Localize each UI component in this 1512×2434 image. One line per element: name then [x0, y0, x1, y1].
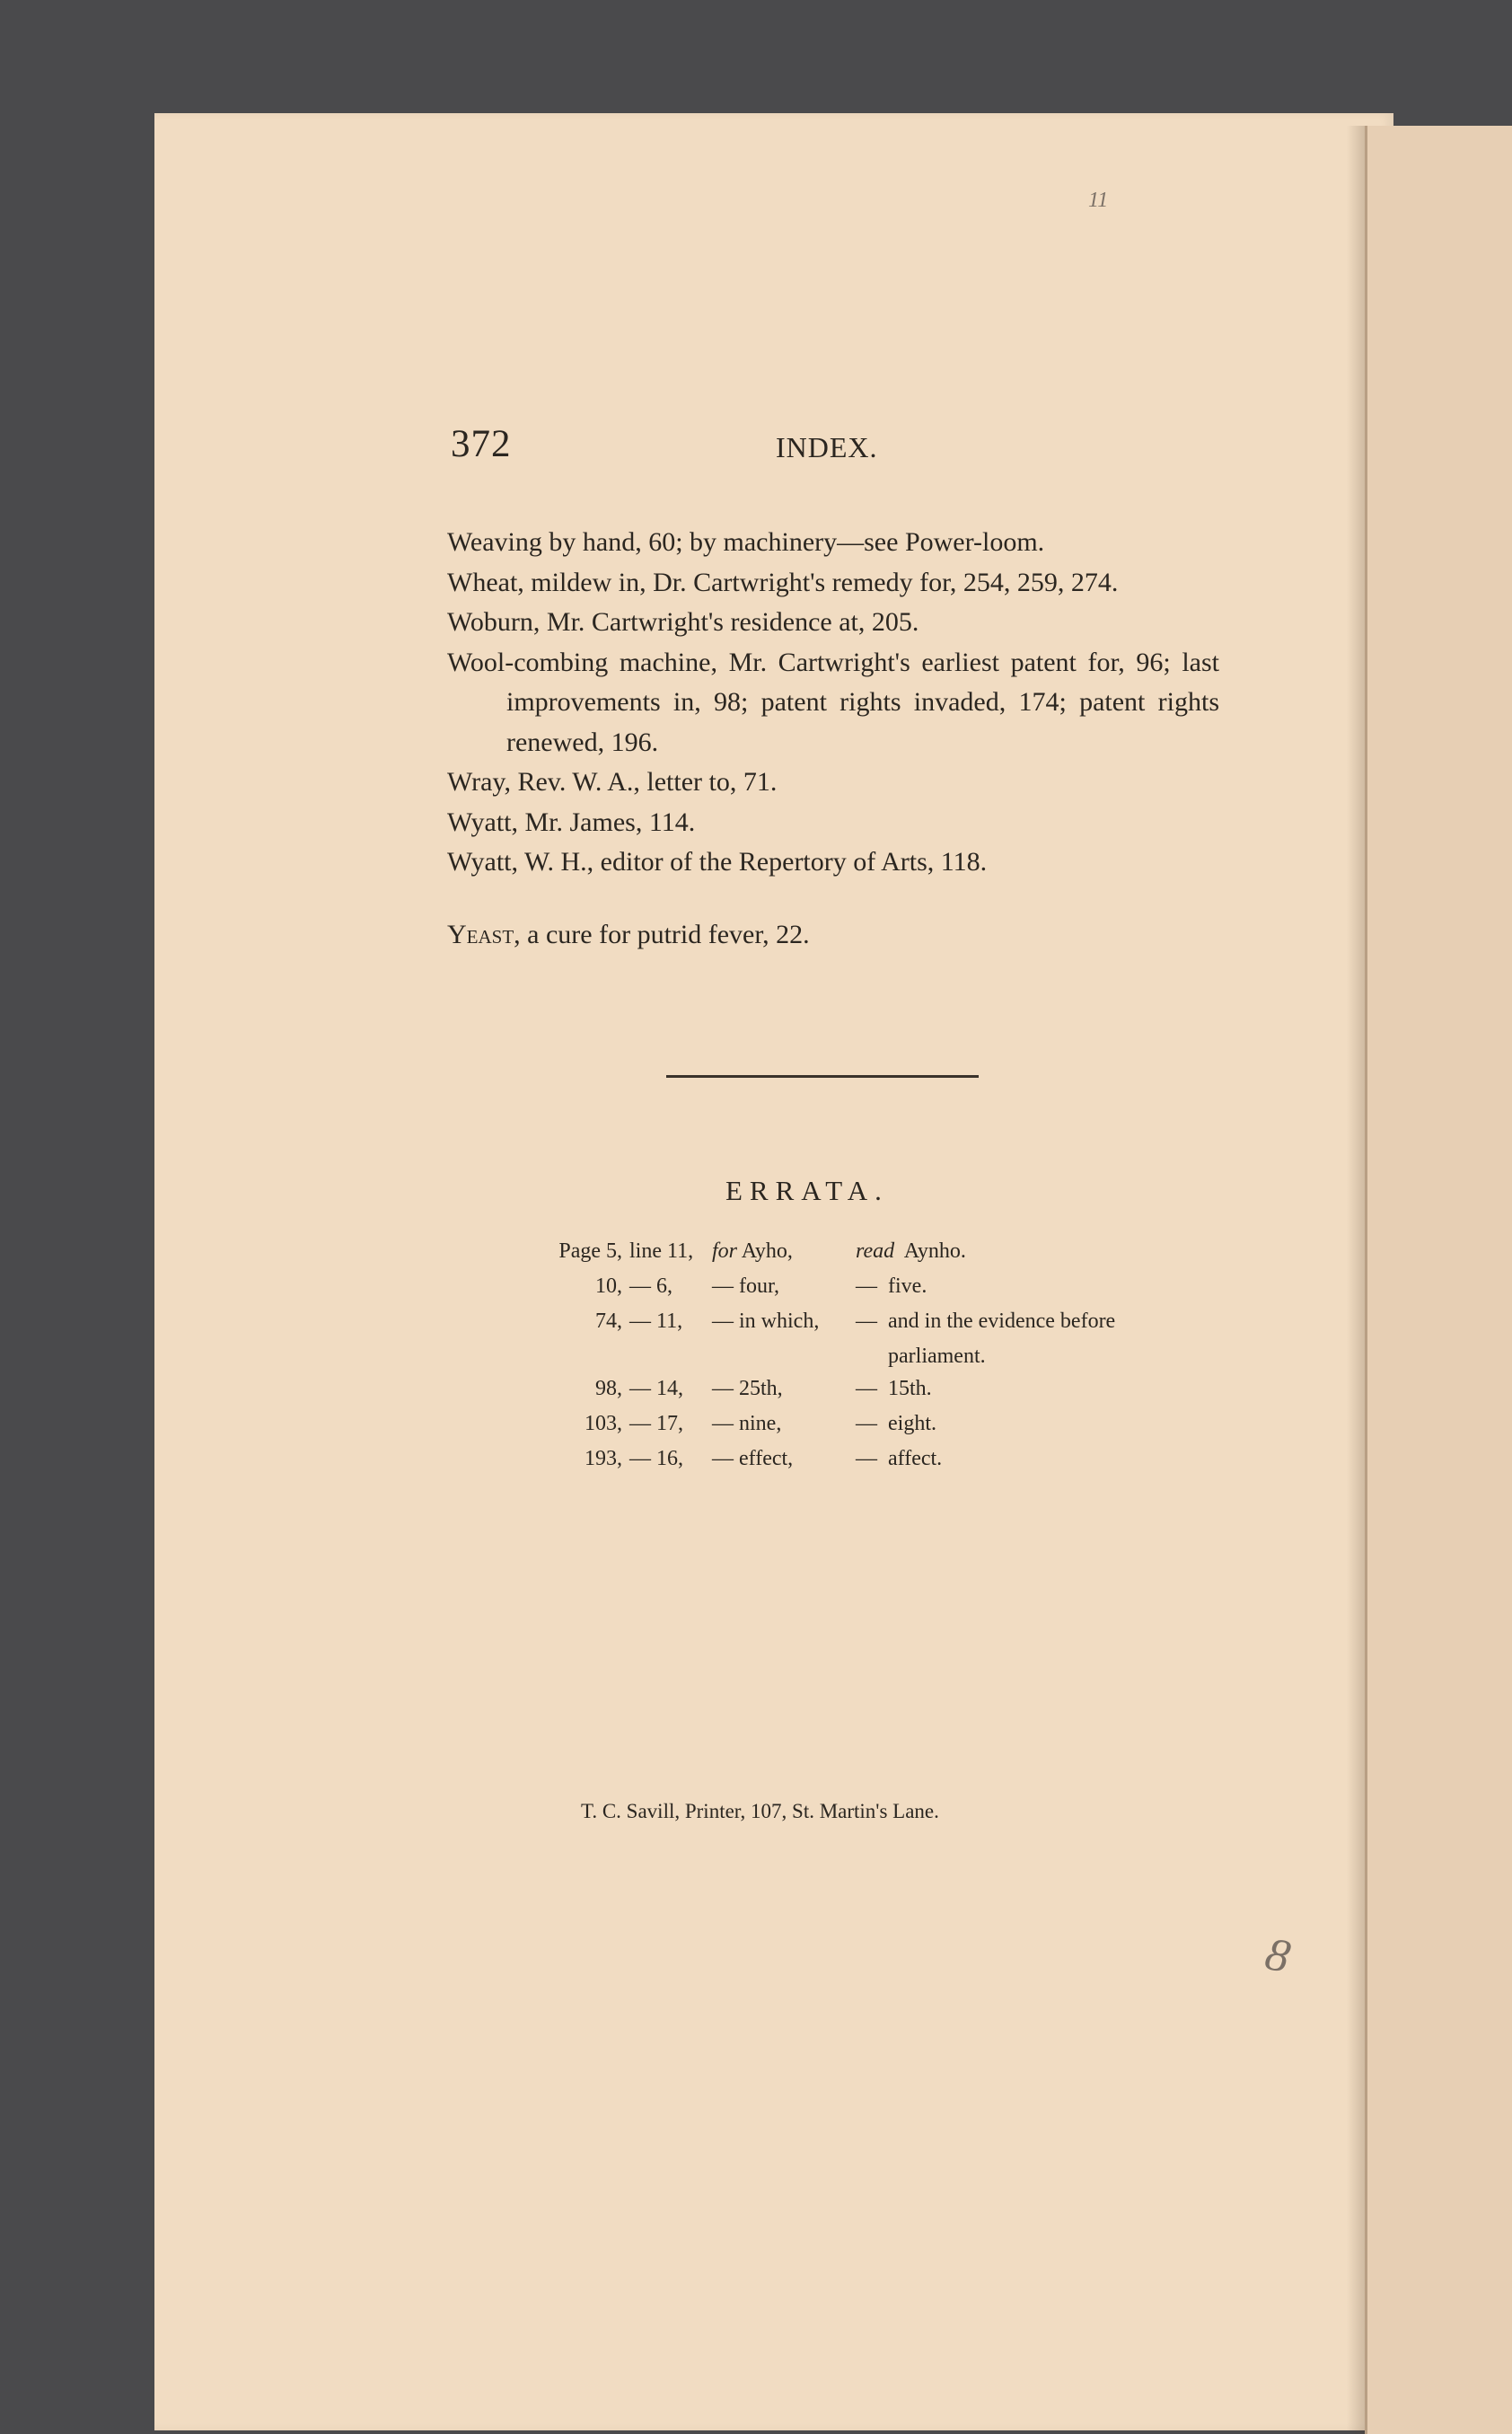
errata-wrong-text: Ayho, — [741, 1239, 793, 1263]
errata-right-text: five. — [888, 1274, 927, 1298]
errata-wrong — [712, 1239, 856, 1274]
facing-page-edge — [1365, 126, 1512, 2434]
index-entry: Wray, Rev. W. A., letter to, 71. — [447, 767, 778, 797]
errata-page — [507, 1345, 629, 1377]
errata-line: — 17, — [629, 1412, 683, 1435]
running-head: INDEX. — [776, 431, 878, 463]
errata-page: Page 5, — [558, 1239, 622, 1263]
errata-row — [507, 1447, 1161, 1482]
errata-read-label: — — [856, 1412, 877, 1435]
index-entry: Wyatt, Mr. James, 114. — [447, 807, 696, 837]
errata-read-label: — — [856, 1310, 877, 1333]
errata-wrong-text: effect, — [739, 1447, 794, 1470]
index-entry-text: , a cure for putrid fever, 22. — [514, 919, 810, 949]
errata-wrong — [712, 1274, 856, 1310]
errata-read-label: read — [856, 1239, 895, 1263]
errata-wrong — [712, 1310, 856, 1345]
errata-page: 193, — [585, 1447, 622, 1470]
errata-right — [856, 1239, 1161, 1274]
errata-for-label: — — [712, 1412, 734, 1435]
errata-row-continuation — [507, 1345, 1161, 1377]
errata-wrong — [712, 1377, 856, 1412]
errata-right — [856, 1310, 1161, 1345]
pencil-mark-top: 11 — [1088, 189, 1109, 212]
errata-right-text: eight. — [888, 1412, 936, 1435]
index-headword: Yeast — [447, 919, 514, 949]
index-entries — [447, 523, 1219, 955]
errata-right-text: and in the evidence before — [888, 1310, 1116, 1333]
pencil-mark-bottom: 8 — [1261, 1927, 1295, 1984]
index-entry: Weaving by hand, 60; by machinery—see Power-loom. — [447, 527, 1045, 557]
errata-wrong-text: four, — [739, 1274, 780, 1298]
errata-for-label: — — [712, 1274, 734, 1298]
errata-wrong-text: nine, — [739, 1412, 782, 1435]
index-entry: Wheat, mildew in, Dr. Cartwright's remedy for, 254, 259, 274. — [447, 567, 1119, 597]
index-entry — [447, 915, 1219, 956]
errata-row — [507, 1239, 1161, 1274]
errata-for-label: — — [712, 1310, 734, 1333]
errata-read-label: — — [856, 1377, 877, 1400]
errata-row — [507, 1412, 1161, 1447]
errata-right-text: affect. — [888, 1447, 943, 1470]
errata-right-text: 15th. — [888, 1377, 932, 1400]
errata-line: — 11, — [629, 1310, 683, 1333]
errata-right-text: parliament. — [888, 1345, 986, 1368]
errata-wrong-text: 25th, — [739, 1377, 783, 1400]
errata-wrong-text: in which, — [739, 1310, 820, 1333]
errata-right — [856, 1412, 1161, 1447]
errata-for-label: — — [712, 1377, 734, 1400]
index-entry: Wool-combing machine, Mr. Cartwright's earliest patent for, 96; last improvements in, 98; patent rights invaded, 174; patent rights renewed, 196. — [447, 647, 1219, 757]
errata-line — [629, 1345, 712, 1377]
errata-for-label: — — [712, 1447, 734, 1470]
index-entry: Woburn, Mr. Cartwright's residence at, 205. — [447, 607, 919, 637]
index-entry: Wyatt, W. H., editor of the Repertory of Arts, 118. — [447, 847, 988, 877]
errata-line: — 16, — [629, 1447, 683, 1470]
errata-table — [507, 1239, 1161, 1482]
errata-row — [507, 1377, 1161, 1412]
errata-read-label: — — [856, 1447, 877, 1470]
errata-line: — 14, — [629, 1377, 683, 1400]
errata-read-label: — — [856, 1274, 877, 1298]
errata-line: — 6, — [629, 1274, 672, 1298]
errata-wrong — [712, 1412, 856, 1447]
errata-for-label: for — [712, 1239, 738, 1263]
errata-right — [856, 1274, 1161, 1310]
section-divider — [666, 1075, 979, 1078]
errata-page: 74, — [595, 1310, 622, 1333]
errata-wrong — [712, 1345, 856, 1377]
errata-heading: ERRATA. — [725, 1175, 889, 1206]
errata-right — [856, 1345, 1161, 1377]
page-number: 372 — [451, 423, 512, 465]
printer-imprint: T. C. Savill, Printer, 107, St. Martin's Lane. — [581, 1800, 939, 1822]
errata-wrong — [712, 1447, 856, 1482]
errata-right — [856, 1377, 1161, 1412]
errata-right-text: Aynho. — [903, 1239, 966, 1263]
errata-page: 10, — [595, 1274, 622, 1298]
errata-page: 98, — [595, 1377, 622, 1400]
errata-row — [507, 1274, 1161, 1310]
errata-page: 103, — [585, 1412, 622, 1435]
errata-row — [507, 1310, 1161, 1345]
errata-line: line 11, — [629, 1239, 694, 1263]
errata-right — [856, 1447, 1161, 1482]
